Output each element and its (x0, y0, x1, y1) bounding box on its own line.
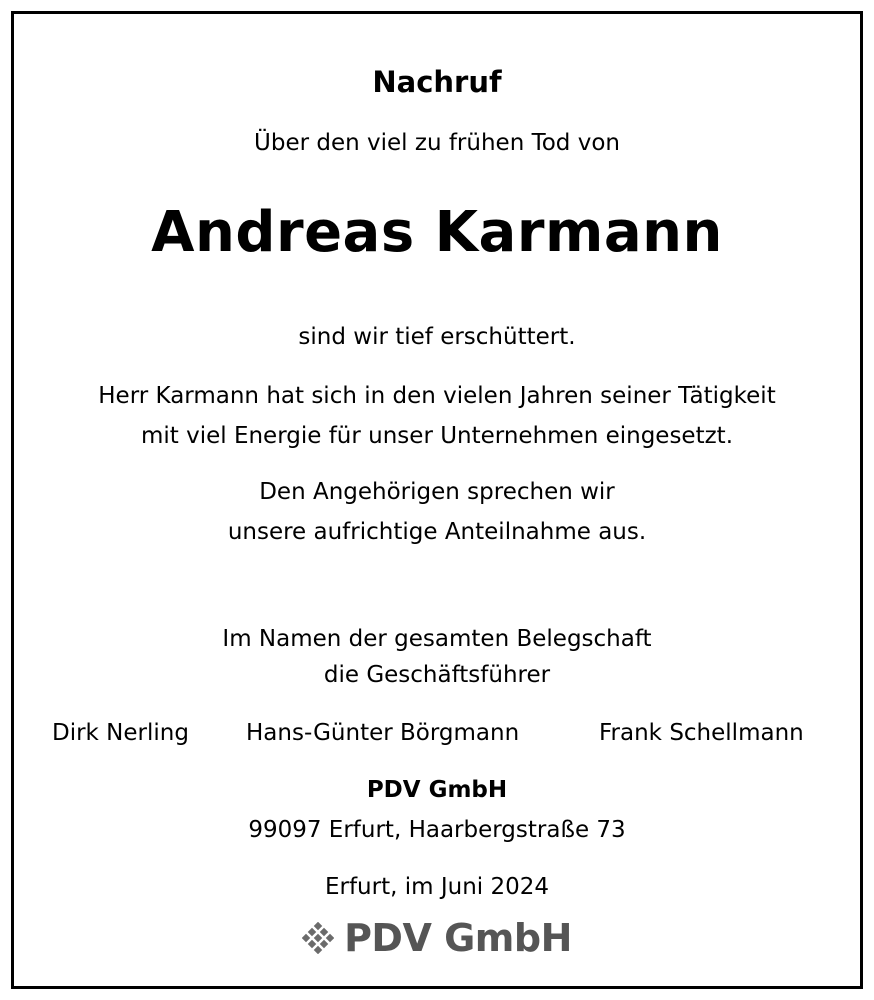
logo-text: PDV GmbH (344, 916, 572, 960)
notice-text-line: Den Angehörigen sprechen wir (259, 479, 615, 505)
notice-text-line: Im Namen der gesamten Belegschaft (222, 626, 652, 652)
signer-name: Hans-Günter Börgmann (246, 720, 520, 746)
company-address: 99097 Erfurt, Haarbergstraße 73 (248, 817, 626, 843)
notice-heading: Nachruf (372, 65, 502, 99)
deceased-name: Andreas Karmann (151, 200, 723, 265)
notice-intro: Über den viel zu frühen Tod von (254, 130, 620, 156)
notice-text-line: mit viel Energie für unser Unternehmen eingesetzt. (140, 423, 734, 449)
notice-text-line: unsere aufrichtige Anteilnahme aus. (227, 519, 647, 545)
company-name: PDV GmbH (366, 777, 508, 803)
obituary-notice (11, 11, 863, 989)
signer-name: Dirk Nerling (52, 720, 189, 746)
pdv-logo-icon (302, 922, 334, 954)
place-date: Erfurt, im Juni 2024 (324, 874, 550, 900)
signer-list (14, 722, 860, 752)
notice-text-line: Herr Karmann hat sich in den vielen Jahren seiner Tätigkeit (98, 383, 776, 409)
notice-text-line: sind wir tief erschüttert. (298, 324, 576, 350)
company-logo (14, 916, 860, 960)
notice-text-line: die Geschäftsführer (323, 662, 551, 688)
signer-name: Frank Schellmann (599, 720, 804, 746)
